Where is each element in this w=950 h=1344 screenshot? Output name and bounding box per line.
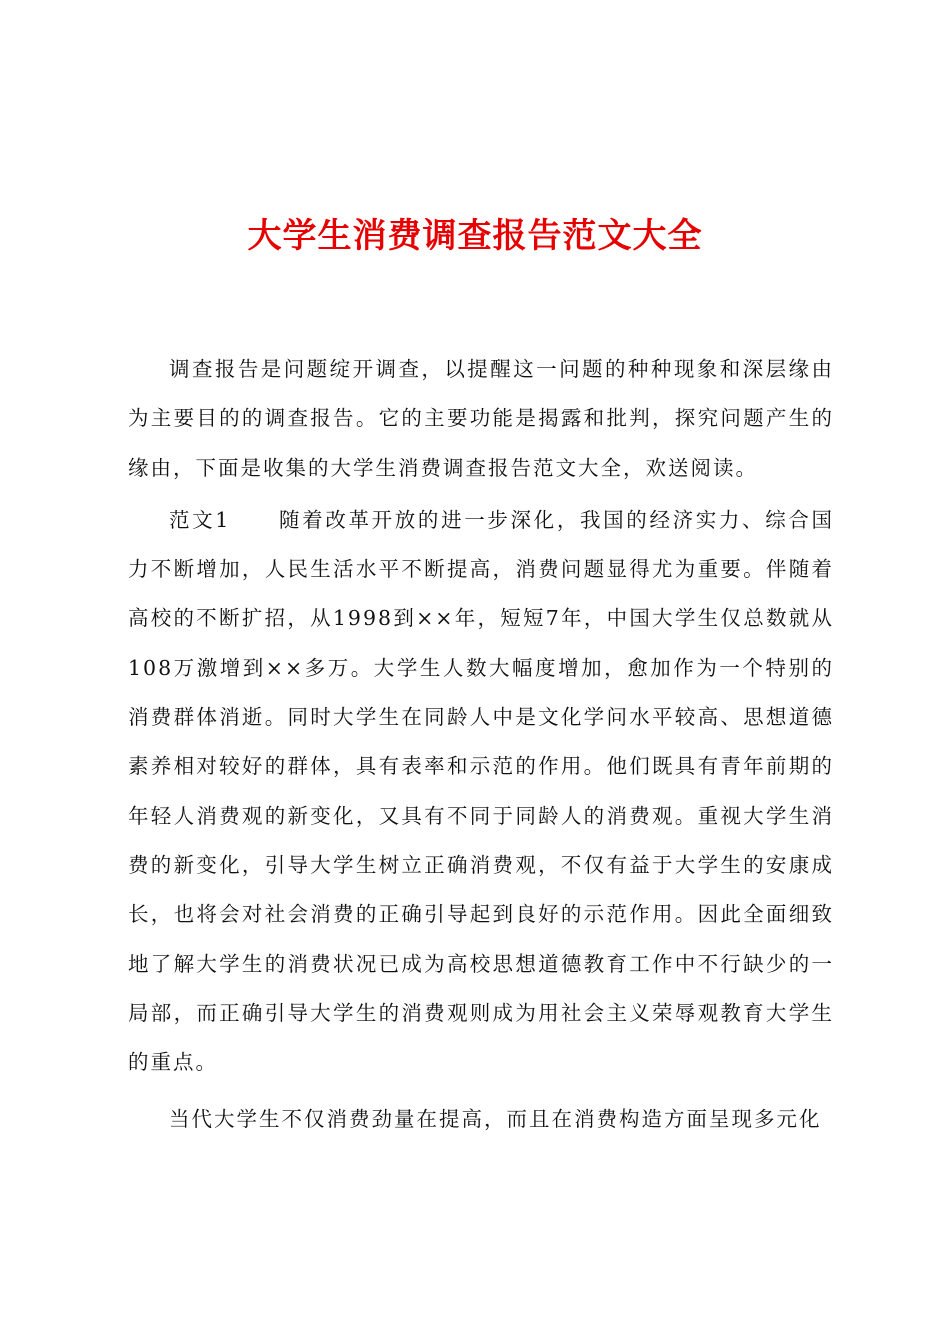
sample-1-paragraph (128, 496, 834, 1088)
document-body (128, 345, 834, 1148)
third-paragraph: 当代大学生不仅消费劲量在提高，而且在消费构造方面呈现多元化 (169, 1107, 822, 1132)
sample-1-text: 随着改革开放的进一步深化，我国的经济实力、综合国力不断增加，人民生活水平不断提高，消费问题显得尤为重要。伴随着高校的不断扩招，从1998到××年，短短7年，中国大学生仅总数就从108万激增到××多万。大学生人数大幅度增加，愈加作为一个特别的消费群体消逝。同时大学生在同龄人中是文化学问水平较高、思想道德素养相对较好的群体，具有表率和示范的作用。他们既具有青年前期的年轻人消费观的新变化，又具有不同于同龄人的消费观。重视大学生消费的新变化，引导大学生树立正确消费观，不仅有益于大学生的安康成长，也将会对社会消费的正确引导起到良好的示范作用。因此全面细致地了解大学生的消费状况已成为高校思想道德教育工作中不行缺少的一局部，而正确引导大学生的消费观则成为用社会主义荣辱观教育大学生的重点。 (128, 507, 835, 1075)
document-title: 大学生消费调查报告范文大全 (247, 216, 703, 256)
sample-1-label: 范文1 (169, 507, 231, 532)
intro-paragraph: 调查报告是问题绽开调查，以提醒这一问题的种种现象和深层缘由为主要目的的调查报告。它的主要功能是揭露和批判，探究问题产生的缘由，下面是收集的大学生消费调查报告范文大全，欢送阅读。 (128, 357, 834, 480)
